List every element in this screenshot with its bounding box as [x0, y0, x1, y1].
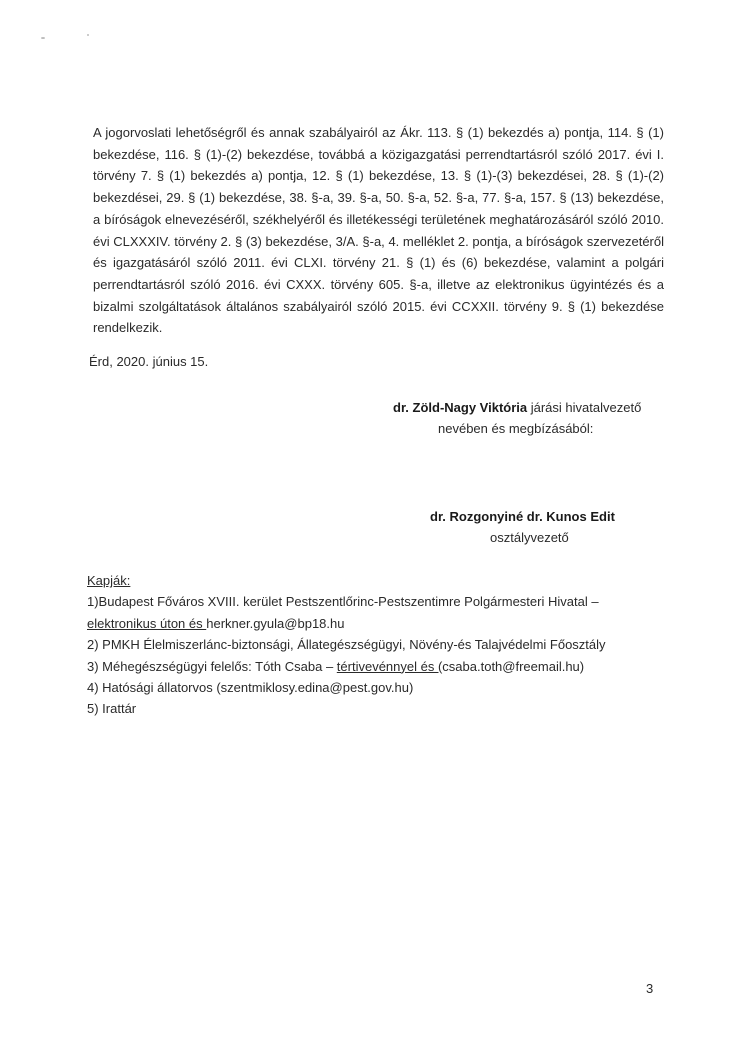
recipient-item-1 [87, 591, 667, 634]
recipient-1-delivery: elektronikus úton és [87, 615, 207, 631]
signatory-2-title: osztályvezető [490, 530, 569, 545]
recipient-3-text: 3) Méhegészségügyi felelős: Tóth Csaba – [87, 658, 337, 674]
signatory-block-2 [430, 506, 615, 548]
recipient-item-2: 2) PMKH Élelmiszerlánc-biztonsági, Állategészségügyi, Növény-és Talajvédelmi Főosztály [87, 637, 606, 653]
signatory-2-name: dr. Rozgonyiné dr. Kunos Edit [430, 509, 615, 524]
signatory-1-name: dr. Zöld-Nagy Viktória [393, 400, 528, 415]
recipient-item-3 [87, 656, 667, 677]
scan-speck [41, 37, 45, 39]
recipients-list [87, 570, 667, 720]
recipient-1-text: 1)Budapest Főváros XVIII. kerület Pestszentlőrinc-Pestszentimre Polgármesteri Hivatal – [87, 594, 599, 610]
scan-speck [87, 34, 89, 36]
recipients-heading: Kapják: [87, 573, 131, 588]
recipient-item-4: 4) Hatósági állatorvos (szentmiklosy.edina@pest.gov.hu) [87, 680, 414, 696]
legal-remedy-paragraph: A jogorvoslati lehetőségről és annak szabályairól az Ákr. 113. § (1) bekezdés a) pontja, 114. § (1) bekezdése, 116. § (1)-(2) bekezdése, továbbá a közigazgatási perrendtartásról szóló 2017. évi I. törvény 7. § (1) bekezdés a) pontja, 12. § (1) bekezdése, 13. § (1)-(3) bekezdései, 28. § (1)-(2) bekezdései, 29. § (1) bekezdése, 38. §-a, 39. §-a, 50. §-a, 52. §-a, 77. §-a, 157. § (13) bekezdése, a bíróságok elnevezéséről, székhelyéről és illetékességi területének meghatározásáról szóló 2010. évi CLXXXIV. törvény 2. § (3) bekezdése, 3/A. §-a, 4. melléklet 2. pontja, a bíróságok szervezetéről és igazgatásáról szóló 2011. évi CLXI. törvény 21. § (1) és (6) bekezdése, valamint a polgári perrendtartásról szóló 2016. évi CXXX. törvény 605. §-a, illetve az elektronikus ügyintézés és a bizalmi szolgáltatások általános szabályairól szóló 2015. évi CCXXII. törvény 9. § (1) bekezdése rendelkezik. [93, 125, 664, 336]
signatory-1-title: járási hivatalvezető [527, 400, 642, 415]
recipient-1-email: herkner.gyula@bp18.hu [206, 615, 345, 631]
recipient-3-email: csaba.toth@freemail.hu) [442, 658, 585, 674]
signatory-1-line1 [393, 397, 641, 418]
signatory-1-line2: nevében és megbízásából: [438, 421, 594, 436]
signatory-block-1 [393, 397, 641, 439]
page-number: 3 [646, 981, 654, 996]
date-line: Érd, 2020. június 15. [89, 354, 209, 369]
recipient-3-delivery: tértivevénnyel és ( [336, 658, 443, 674]
recipient-item-5: 5) Irattár [87, 701, 137, 717]
